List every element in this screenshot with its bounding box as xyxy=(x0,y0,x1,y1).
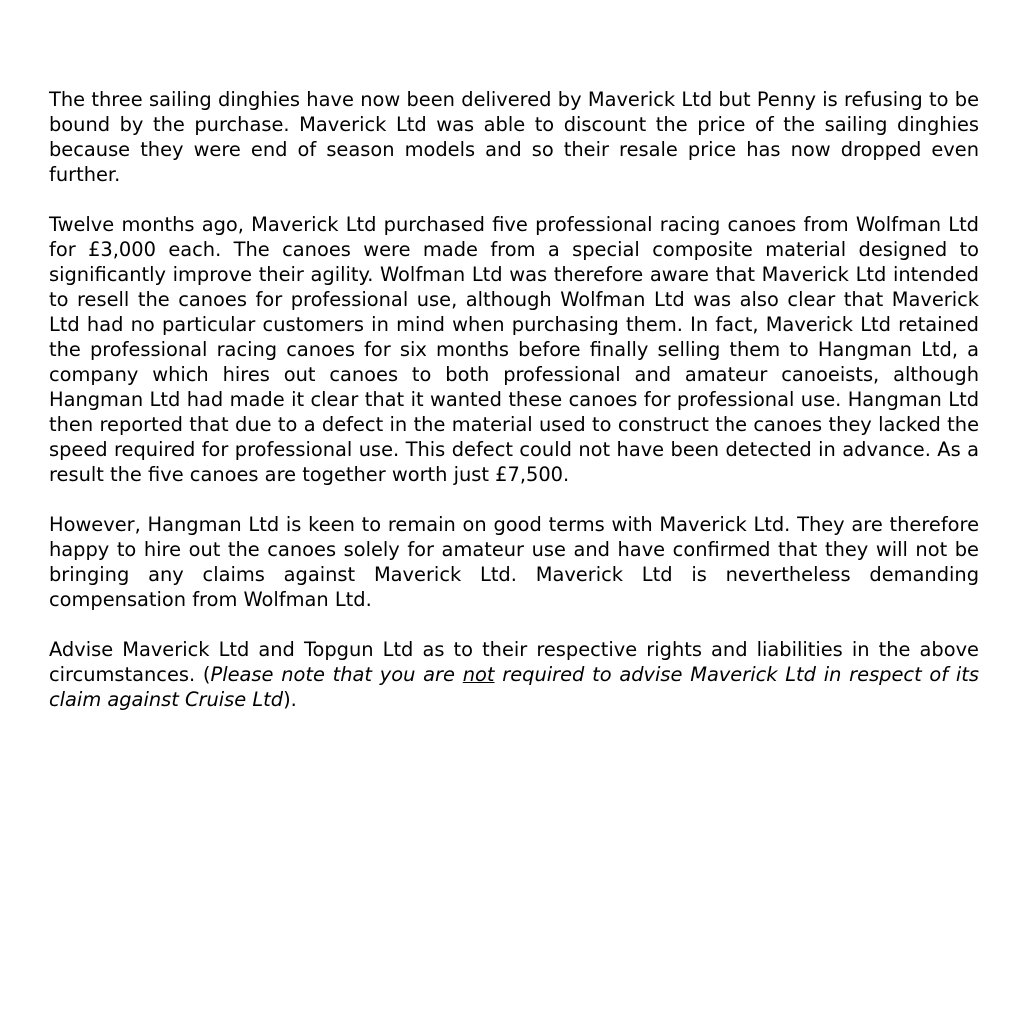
question-tail: ). xyxy=(283,688,297,711)
paragraph-racing-canoes: Twelve months ago, Maverick Ltd purchased five professional racing canoes from Wolfman Ltd for £3,000 each. The canoes were made from a special composite material designed to significantly improve their agility. Wolfman Ltd was therefore aware that Maverick Ltd intended to resell the canoes for professional use, although Wolfman Ltd was also clear that Maverick Ltd had no particular customers in mind when purchasing them. In fact, Maverick Ltd retained the professional racing canoes for six months before finally selling them to Hangman Ltd, a company which hires out canoes to both professional and amateur canoeists, although Hangman Ltd had made it clear that it wanted these canoes for professional use. Hangman Ltd then reported that due to a defect in the material used to construct the canoes they lacked the speed required for professional use. This defect could not have been detected in advance. As a result the five canoes are together worth just £7,500. xyxy=(49,213,979,486)
question-lead: Advise Maverick Ltd and Topgun Ltd as to their respective rights and liabilities in the above circumstances. ( xyxy=(49,638,979,686)
paragraph-sailing-dinghies: The three sailing dinghies have now been delivered by Maverick Ltd but Penny is refusing to be bound by the purchase. Maverick Ltd was able to discount the price of the sailing dinghies because they were end of season models and so their resale price has now dropped even further. xyxy=(49,88,979,186)
paragraph-hangman-terms: However, Hangman Ltd is keen to remain on good terms with Maverick Ltd. They are therefore happy to hire out the canoes solely for amateur use and have confirmed that they will not be bringing any claims against Maverick Ltd. Maverick Ltd is nevertheless demanding compensation from Wolfman Ltd. xyxy=(49,513,979,611)
note-text-b: required to advise Maverick Ltd in respect of its claim against Cruise Ltd xyxy=(49,663,979,711)
note-emphasis-not: not xyxy=(462,663,495,686)
paragraph-advise-question xyxy=(49,637,979,712)
document-page xyxy=(49,87,979,712)
note-text-a: Please note that you are xyxy=(210,663,463,686)
